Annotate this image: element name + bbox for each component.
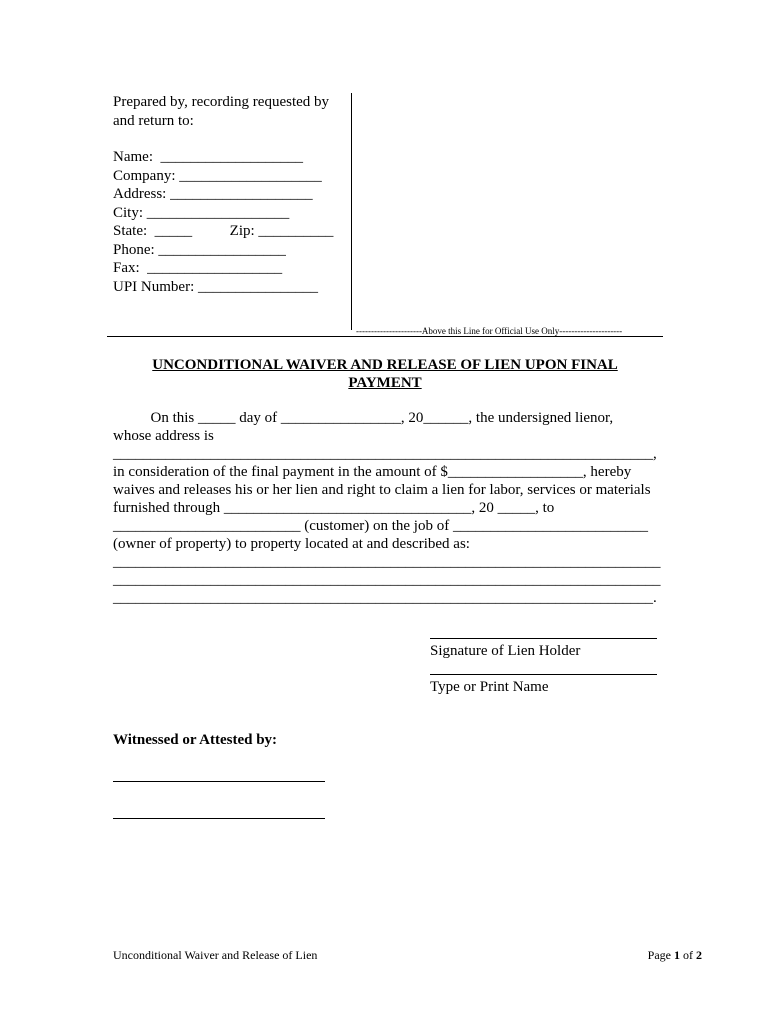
body-line: furnished through _________________________________, 20 _____, to: [113, 500, 555, 516]
print-name-label: Type or Print Name: [430, 679, 549, 695]
prepared-by-line-2: and return to:: [113, 112, 194, 129]
print-name-block: [430, 674, 657, 696]
header-vertical-divider: [351, 93, 352, 330]
body-line: (owner of property) to property located at and described as:: [113, 536, 470, 552]
footer-title: Unconditional Waiver and Release of Lien: [113, 948, 318, 962]
signature-line: [430, 638, 657, 639]
body-line: _________________________________________________________________________: [113, 554, 661, 570]
witness-heading: Witnessed or Attested by:: [113, 732, 278, 748]
page-total: 2: [696, 948, 702, 962]
lien-holder-signature-block: [430, 638, 657, 660]
body-line: On this _____ day of ________________, 20______, the undersigned lienor,: [113, 410, 614, 426]
title-line-2: PAYMENT: [348, 375, 422, 391]
prepared-by-block: [113, 93, 351, 296]
waiver-body: [113, 409, 673, 607]
page-number: [648, 948, 702, 963]
name-field: Name: ___________________: [113, 149, 303, 165]
witness-line-2: [113, 818, 325, 819]
body-line: waives and releases his or her lien and right to claim a lien for labor, services or materials: [113, 482, 651, 498]
body-line: _________________________________________________________________________: [113, 572, 661, 588]
address-field: Address: ___________________: [113, 186, 313, 202]
page-of: of: [680, 948, 696, 962]
title-line-1: UNCONDITIONAL WAIVER AND RELEASE OF LIEN UPON FINAL: [152, 357, 618, 373]
body-line: _________________________ (customer) on the job of __________________________: [113, 518, 648, 534]
official-use-note: ----------------------Above this Line for Official Use Only---------------------: [356, 326, 623, 336]
fax-field: Fax: __________________: [113, 260, 283, 276]
body-line: ________________________________________________________________________,: [113, 446, 657, 462]
document-title: [100, 356, 670, 392]
signature-label: Signature of Lien Holder: [430, 643, 581, 659]
page-prefix: Page: [647, 948, 674, 962]
phone-field: Phone: _________________: [113, 241, 286, 258]
body-line: whose address is: [113, 428, 214, 444]
upi-number-field: UPI Number: ________________: [113, 278, 318, 295]
company-field: Company: ___________________: [113, 167, 322, 184]
city-field: City: ___________________: [113, 204, 290, 221]
body-line: ________________________________________________________________________.: [113, 590, 657, 606]
header-horizontal-divider: [107, 336, 663, 337]
page-current: 1: [674, 948, 680, 962]
witness-line-1: [113, 781, 325, 782]
print-name-line: [430, 674, 657, 675]
body-line: in consideration of the final payment in the amount of $__________________, hereby: [113, 464, 632, 480]
prepared-by-line-1: Prepared by, recording requested by: [113, 94, 330, 110]
state-zip-field: State: _____ Zip: __________: [113, 223, 334, 239]
